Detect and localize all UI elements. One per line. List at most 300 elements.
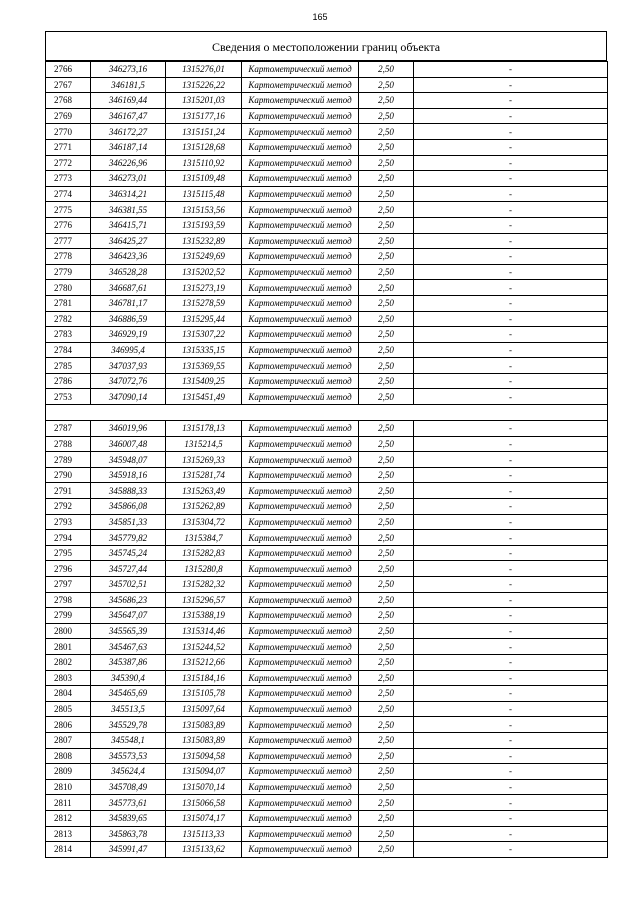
method-cell: Картометрический метод xyxy=(242,202,359,218)
method-cell: Картометрический метод xyxy=(242,654,359,670)
point-number-cell: 2810 xyxy=(46,779,91,795)
method-cell: Картометрический метод xyxy=(242,686,359,702)
point-number-cell: 2786 xyxy=(46,373,91,389)
x-coordinate-cell: 346886,59 xyxy=(91,311,166,327)
accuracy-cell: 2,50 xyxy=(359,421,414,437)
accuracy-cell: 2,50 xyxy=(359,233,414,249)
point-number-cell: 2800 xyxy=(46,623,91,639)
description-cell: - xyxy=(414,124,608,140)
accuracy-cell: 2,50 xyxy=(359,514,414,530)
table-row xyxy=(46,108,608,124)
method-cell: Картометрический метод xyxy=(242,421,359,437)
x-coordinate-cell: 345863,78 xyxy=(91,826,166,842)
description-cell: - xyxy=(414,701,608,717)
accuracy-cell: 2,50 xyxy=(359,670,414,686)
y-coordinate-cell: 1315177,16 xyxy=(166,108,242,124)
table-row xyxy=(46,421,608,437)
description-cell: - xyxy=(414,358,608,374)
y-coordinate-cell: 1315094,07 xyxy=(166,764,242,780)
table-row xyxy=(46,264,608,280)
accuracy-cell: 2,50 xyxy=(359,639,414,655)
table-row xyxy=(46,779,608,795)
method-cell: Картометрический метод xyxy=(242,108,359,124)
description-cell: - xyxy=(414,670,608,686)
table-row xyxy=(46,608,608,624)
x-coordinate-cell: 345387,86 xyxy=(91,654,166,670)
point-number-cell: 2804 xyxy=(46,686,91,702)
y-coordinate-cell: 1315280,8 xyxy=(166,561,242,577)
method-cell: Картометрический метод xyxy=(242,701,359,717)
y-coordinate-cell: 1315226,22 xyxy=(166,77,242,93)
y-coordinate-cell: 1315193,59 xyxy=(166,217,242,233)
accuracy-cell: 2,50 xyxy=(359,327,414,343)
accuracy-cell: 2,50 xyxy=(359,280,414,296)
table-row xyxy=(46,701,608,717)
accuracy-cell: 2,50 xyxy=(359,654,414,670)
y-coordinate-cell: 1315151,24 xyxy=(166,124,242,140)
y-coordinate-cell: 1315110,92 xyxy=(166,155,242,171)
description-cell: - xyxy=(414,108,608,124)
method-cell: Картометрический метод xyxy=(242,608,359,624)
accuracy-cell: 2,50 xyxy=(359,826,414,842)
table-row xyxy=(46,592,608,608)
point-number-cell: 2792 xyxy=(46,499,91,515)
y-coordinate-cell: 1315249,69 xyxy=(166,249,242,265)
method-cell: Картометрический метод xyxy=(242,810,359,826)
description-cell: - xyxy=(414,202,608,218)
x-coordinate-cell: 346273,01 xyxy=(91,171,166,187)
table-row xyxy=(46,670,608,686)
x-coordinate-cell: 346226,96 xyxy=(91,155,166,171)
y-coordinate-cell: 1315281,74 xyxy=(166,467,242,483)
accuracy-cell: 2,50 xyxy=(359,342,414,358)
point-number-cell: 2795 xyxy=(46,545,91,561)
point-number-cell: 2790 xyxy=(46,467,91,483)
description-cell: - xyxy=(414,826,608,842)
y-coordinate-cell: 1315307,22 xyxy=(166,327,242,343)
method-cell: Картометрический метод xyxy=(242,514,359,530)
x-coordinate-cell: 345948,07 xyxy=(91,452,166,468)
description-cell: - xyxy=(414,186,608,202)
method-cell: Картометрический метод xyxy=(242,577,359,593)
point-number-cell: 2791 xyxy=(46,483,91,499)
method-cell: Картометрический метод xyxy=(242,93,359,109)
description-cell: - xyxy=(414,171,608,187)
x-coordinate-cell: 346687,61 xyxy=(91,280,166,296)
table-row xyxy=(46,124,608,140)
y-coordinate-cell: 1315105,78 xyxy=(166,686,242,702)
x-coordinate-cell: 347072,76 xyxy=(91,373,166,389)
method-cell: Картометрический метод xyxy=(242,748,359,764)
table-row xyxy=(46,748,608,764)
table-header-title: Сведения о местоположении границ объекта xyxy=(45,31,607,61)
description-cell: - xyxy=(414,93,608,109)
accuracy-cell: 2,50 xyxy=(359,483,414,499)
x-coordinate-cell: 345991,47 xyxy=(91,842,166,858)
point-number-cell: 2805 xyxy=(46,701,91,717)
table-row xyxy=(46,639,608,655)
point-number-cell: 2785 xyxy=(46,358,91,374)
x-coordinate-cell: 345624,4 xyxy=(91,764,166,780)
description-cell: - xyxy=(414,561,608,577)
y-coordinate-cell: 1315369,55 xyxy=(166,358,242,374)
y-coordinate-cell: 1315304,72 xyxy=(166,514,242,530)
point-number-cell: 2814 xyxy=(46,842,91,858)
description-cell: - xyxy=(414,577,608,593)
description-cell: - xyxy=(414,499,608,515)
table-row xyxy=(46,467,608,483)
table-row xyxy=(46,358,608,374)
table-row xyxy=(46,342,608,358)
description-cell: - xyxy=(414,810,608,826)
point-number-cell: 2793 xyxy=(46,514,91,530)
description-cell: - xyxy=(414,483,608,499)
point-number-cell: 2787 xyxy=(46,421,91,437)
table-row xyxy=(46,623,608,639)
method-cell: Картометрический метод xyxy=(242,342,359,358)
method-cell: Картометрический метод xyxy=(242,77,359,93)
accuracy-cell: 2,50 xyxy=(359,452,414,468)
y-coordinate-cell: 1315282,83 xyxy=(166,545,242,561)
point-number-cell: 2806 xyxy=(46,717,91,733)
accuracy-cell: 2,50 xyxy=(359,608,414,624)
method-cell: Картометрический метод xyxy=(242,779,359,795)
table-row xyxy=(46,202,608,218)
method-cell: Картометрический метод xyxy=(242,842,359,858)
table-row xyxy=(46,155,608,171)
description-cell: - xyxy=(414,717,608,733)
method-cell: Картометрический метод xyxy=(242,483,359,499)
x-coordinate-cell: 345727,44 xyxy=(91,561,166,577)
x-coordinate-cell: 347090,14 xyxy=(91,389,166,405)
y-coordinate-cell: 1315178,13 xyxy=(166,421,242,437)
point-number-cell: 2796 xyxy=(46,561,91,577)
accuracy-cell: 2,50 xyxy=(359,171,414,187)
accuracy-cell: 2,50 xyxy=(359,748,414,764)
point-number-cell: 2809 xyxy=(46,764,91,780)
table-row xyxy=(46,842,608,858)
method-cell: Картометрический метод xyxy=(242,233,359,249)
point-number-cell: 2779 xyxy=(46,264,91,280)
y-coordinate-cell: 1315214,5 xyxy=(166,436,242,452)
accuracy-cell: 2,50 xyxy=(359,530,414,546)
point-number-cell: 2798 xyxy=(46,592,91,608)
point-number-cell: 2775 xyxy=(46,202,91,218)
description-cell: - xyxy=(414,62,608,78)
method-cell: Картометрический метод xyxy=(242,373,359,389)
accuracy-cell: 2,50 xyxy=(359,155,414,171)
description-cell: - xyxy=(414,155,608,171)
accuracy-cell: 2,50 xyxy=(359,561,414,577)
x-coordinate-cell: 346929,19 xyxy=(91,327,166,343)
x-coordinate-cell: 345529,78 xyxy=(91,717,166,733)
point-number-cell: 2813 xyxy=(46,826,91,842)
method-cell: Картометрический метод xyxy=(242,623,359,639)
description-cell: - xyxy=(414,623,608,639)
accuracy-cell: 2,50 xyxy=(359,373,414,389)
table-row xyxy=(46,62,608,78)
y-coordinate-cell: 1315083,89 xyxy=(166,732,242,748)
point-number-cell: 2803 xyxy=(46,670,91,686)
table-row xyxy=(46,295,608,311)
description-cell: - xyxy=(414,686,608,702)
table-row xyxy=(46,530,608,546)
table-row xyxy=(46,686,608,702)
table-row xyxy=(46,561,608,577)
description-cell: - xyxy=(414,514,608,530)
table-row xyxy=(46,514,608,530)
method-cell: Картометрический метод xyxy=(242,732,359,748)
table-row xyxy=(46,654,608,670)
accuracy-cell: 2,50 xyxy=(359,77,414,93)
y-coordinate-cell: 1315133,62 xyxy=(166,842,242,858)
method-cell: Картометрический метод xyxy=(242,389,359,405)
y-coordinate-cell: 1315212,66 xyxy=(166,654,242,670)
page-number: 165 xyxy=(312,12,328,22)
x-coordinate-cell: 346019,96 xyxy=(91,421,166,437)
x-coordinate-cell: 346423,36 xyxy=(91,249,166,265)
x-coordinate-cell: 345513,5 xyxy=(91,701,166,717)
method-cell: Картометрический метод xyxy=(242,561,359,577)
accuracy-cell: 2,50 xyxy=(359,842,414,858)
y-coordinate-cell: 1315184,16 xyxy=(166,670,242,686)
y-coordinate-cell: 1315276,01 xyxy=(166,62,242,78)
description-cell: - xyxy=(414,608,608,624)
method-cell: Картометрический метод xyxy=(242,311,359,327)
method-cell: Картометрический метод xyxy=(242,530,359,546)
description-cell: - xyxy=(414,467,608,483)
description-cell: - xyxy=(414,436,608,452)
description-cell: - xyxy=(414,842,608,858)
x-coordinate-cell: 346381,55 xyxy=(91,202,166,218)
description-cell: - xyxy=(414,654,608,670)
x-coordinate-cell: 345918,16 xyxy=(91,467,166,483)
table-row xyxy=(46,249,608,265)
description-cell: - xyxy=(414,421,608,437)
description-cell: - xyxy=(414,295,608,311)
table-row xyxy=(46,186,608,202)
description-cell: - xyxy=(414,764,608,780)
method-cell: Картометрический метод xyxy=(242,295,359,311)
table-row xyxy=(46,717,608,733)
point-number-cell: 2794 xyxy=(46,530,91,546)
description-cell: - xyxy=(414,249,608,265)
description-cell: - xyxy=(414,233,608,249)
accuracy-cell: 2,50 xyxy=(359,623,414,639)
method-cell: Картометрический метод xyxy=(242,467,359,483)
point-number-cell: 2807 xyxy=(46,732,91,748)
point-number-cell: 2774 xyxy=(46,186,91,202)
description-cell: - xyxy=(414,139,608,155)
table-row xyxy=(46,327,608,343)
point-number-cell: 2789 xyxy=(46,452,91,468)
y-coordinate-cell: 1315066,58 xyxy=(166,795,242,811)
table-row xyxy=(46,452,608,468)
x-coordinate-cell: 345573,53 xyxy=(91,748,166,764)
method-cell: Картометрический метод xyxy=(242,436,359,452)
x-coordinate-cell: 345851,33 xyxy=(91,514,166,530)
accuracy-cell: 2,50 xyxy=(359,686,414,702)
y-coordinate-cell: 1315097,64 xyxy=(166,701,242,717)
x-coordinate-cell: 345686,23 xyxy=(91,592,166,608)
accuracy-cell: 2,50 xyxy=(359,358,414,374)
accuracy-cell: 2,50 xyxy=(359,108,414,124)
method-cell: Картометрический метод xyxy=(242,826,359,842)
y-coordinate-cell: 1315202,52 xyxy=(166,264,242,280)
y-coordinate-cell: 1315335,15 xyxy=(166,342,242,358)
method-cell: Картометрический метод xyxy=(242,186,359,202)
y-coordinate-cell: 1315273,19 xyxy=(166,280,242,296)
table-row xyxy=(46,545,608,561)
accuracy-cell: 2,50 xyxy=(359,795,414,811)
description-cell: - xyxy=(414,264,608,280)
accuracy-cell: 2,50 xyxy=(359,93,414,109)
description-cell: - xyxy=(414,779,608,795)
method-cell: Картометрический метод xyxy=(242,499,359,515)
method-cell: Картометрический метод xyxy=(242,249,359,265)
y-coordinate-cell: 1315115,48 xyxy=(166,186,242,202)
accuracy-cell: 2,50 xyxy=(359,249,414,265)
table-row xyxy=(46,764,608,780)
accuracy-cell: 2,50 xyxy=(359,311,414,327)
method-cell: Картометрический метод xyxy=(242,717,359,733)
accuracy-cell: 2,50 xyxy=(359,592,414,608)
point-number-cell: 2777 xyxy=(46,233,91,249)
accuracy-cell: 2,50 xyxy=(359,764,414,780)
table-row xyxy=(46,389,608,405)
x-coordinate-cell: 345888,33 xyxy=(91,483,166,499)
point-number-cell: 2753 xyxy=(46,389,91,405)
point-number-cell: 2808 xyxy=(46,748,91,764)
x-coordinate-cell: 345467,63 xyxy=(91,639,166,655)
coordinates-table xyxy=(45,61,608,858)
point-number-cell: 2784 xyxy=(46,342,91,358)
method-cell: Картометрический метод xyxy=(242,764,359,780)
point-number-cell: 2783 xyxy=(46,327,91,343)
x-coordinate-cell: 345708,49 xyxy=(91,779,166,795)
method-cell: Картометрический метод xyxy=(242,670,359,686)
method-cell: Картометрический метод xyxy=(242,358,359,374)
table-row xyxy=(46,577,608,593)
point-number-cell: 2766 xyxy=(46,62,91,78)
y-coordinate-cell: 1315295,44 xyxy=(166,311,242,327)
point-number-cell: 2797 xyxy=(46,577,91,593)
y-coordinate-cell: 1315113,33 xyxy=(166,826,242,842)
method-cell: Картометрический метод xyxy=(242,327,359,343)
method-cell: Картометрический метод xyxy=(242,452,359,468)
point-number-cell: 2811 xyxy=(46,795,91,811)
table-row xyxy=(46,77,608,93)
description-cell: - xyxy=(414,545,608,561)
y-coordinate-cell: 1315262,89 xyxy=(166,499,242,515)
x-coordinate-cell: 346314,21 xyxy=(91,186,166,202)
accuracy-cell: 2,50 xyxy=(359,717,414,733)
description-cell: - xyxy=(414,311,608,327)
description-cell: - xyxy=(414,373,608,389)
point-number-cell: 2769 xyxy=(46,108,91,124)
point-number-cell: 2776 xyxy=(46,217,91,233)
table-row xyxy=(46,499,608,515)
point-number-cell: 2812 xyxy=(46,810,91,826)
accuracy-cell: 2,50 xyxy=(359,264,414,280)
method-cell: Картометрический метод xyxy=(242,62,359,78)
point-number-cell: 2768 xyxy=(46,93,91,109)
y-coordinate-cell: 1315232,89 xyxy=(166,233,242,249)
accuracy-cell: 2,50 xyxy=(359,732,414,748)
x-coordinate-cell: 345839,65 xyxy=(91,810,166,826)
x-coordinate-cell: 346187,14 xyxy=(91,139,166,155)
y-coordinate-cell: 1315314,46 xyxy=(166,623,242,639)
y-coordinate-cell: 1315282,32 xyxy=(166,577,242,593)
y-coordinate-cell: 1315094,58 xyxy=(166,748,242,764)
table-row xyxy=(46,217,608,233)
point-number-cell: 2799 xyxy=(46,608,91,624)
y-coordinate-cell: 1315388,19 xyxy=(166,608,242,624)
point-number-cell: 2770 xyxy=(46,124,91,140)
accuracy-cell: 2,50 xyxy=(359,295,414,311)
table-row xyxy=(46,436,608,452)
table-row xyxy=(46,373,608,389)
table-row xyxy=(46,233,608,249)
table-row xyxy=(46,93,608,109)
x-coordinate-cell: 346167,47 xyxy=(91,108,166,124)
description-cell: - xyxy=(414,280,608,296)
method-cell: Картометрический метод xyxy=(242,217,359,233)
table-row xyxy=(46,280,608,296)
description-cell: - xyxy=(414,342,608,358)
method-cell: Картометрический метод xyxy=(242,124,359,140)
x-coordinate-cell: 346995,4 xyxy=(91,342,166,358)
description-cell: - xyxy=(414,748,608,764)
accuracy-cell: 2,50 xyxy=(359,217,414,233)
description-cell: - xyxy=(414,639,608,655)
x-coordinate-cell: 345866,08 xyxy=(91,499,166,515)
point-number-cell: 2773 xyxy=(46,171,91,187)
table-row xyxy=(46,311,608,327)
x-coordinate-cell: 345465,69 xyxy=(91,686,166,702)
method-cell: Картометрический метод xyxy=(242,592,359,608)
method-cell: Картометрический метод xyxy=(242,280,359,296)
x-coordinate-cell: 346781,17 xyxy=(91,295,166,311)
accuracy-cell: 2,50 xyxy=(359,701,414,717)
x-coordinate-cell: 346007,48 xyxy=(91,436,166,452)
method-cell: Картометрический метод xyxy=(242,155,359,171)
y-coordinate-cell: 1315296,57 xyxy=(166,592,242,608)
method-cell: Картометрический метод xyxy=(242,545,359,561)
x-coordinate-cell: 345773,61 xyxy=(91,795,166,811)
y-coordinate-cell: 1315451,49 xyxy=(166,389,242,405)
table-row xyxy=(46,795,608,811)
point-number-cell: 2801 xyxy=(46,639,91,655)
table-row xyxy=(46,483,608,499)
y-coordinate-cell: 1315083,89 xyxy=(166,717,242,733)
accuracy-cell: 2,50 xyxy=(359,810,414,826)
x-coordinate-cell: 346172,27 xyxy=(91,124,166,140)
x-coordinate-cell: 346181,5 xyxy=(91,77,166,93)
x-coordinate-cell: 345702,51 xyxy=(91,577,166,593)
table-row xyxy=(46,139,608,155)
x-coordinate-cell: 346273,16 xyxy=(91,62,166,78)
coordinates-table-body xyxy=(46,62,608,858)
x-coordinate-cell: 345390,4 xyxy=(91,670,166,686)
x-coordinate-cell: 345548,1 xyxy=(91,732,166,748)
x-coordinate-cell: 345745,24 xyxy=(91,545,166,561)
y-coordinate-cell: 1315074,17 xyxy=(166,810,242,826)
accuracy-cell: 2,50 xyxy=(359,436,414,452)
x-coordinate-cell: 345779,82 xyxy=(91,530,166,546)
description-cell: - xyxy=(414,327,608,343)
description-cell: - xyxy=(414,795,608,811)
